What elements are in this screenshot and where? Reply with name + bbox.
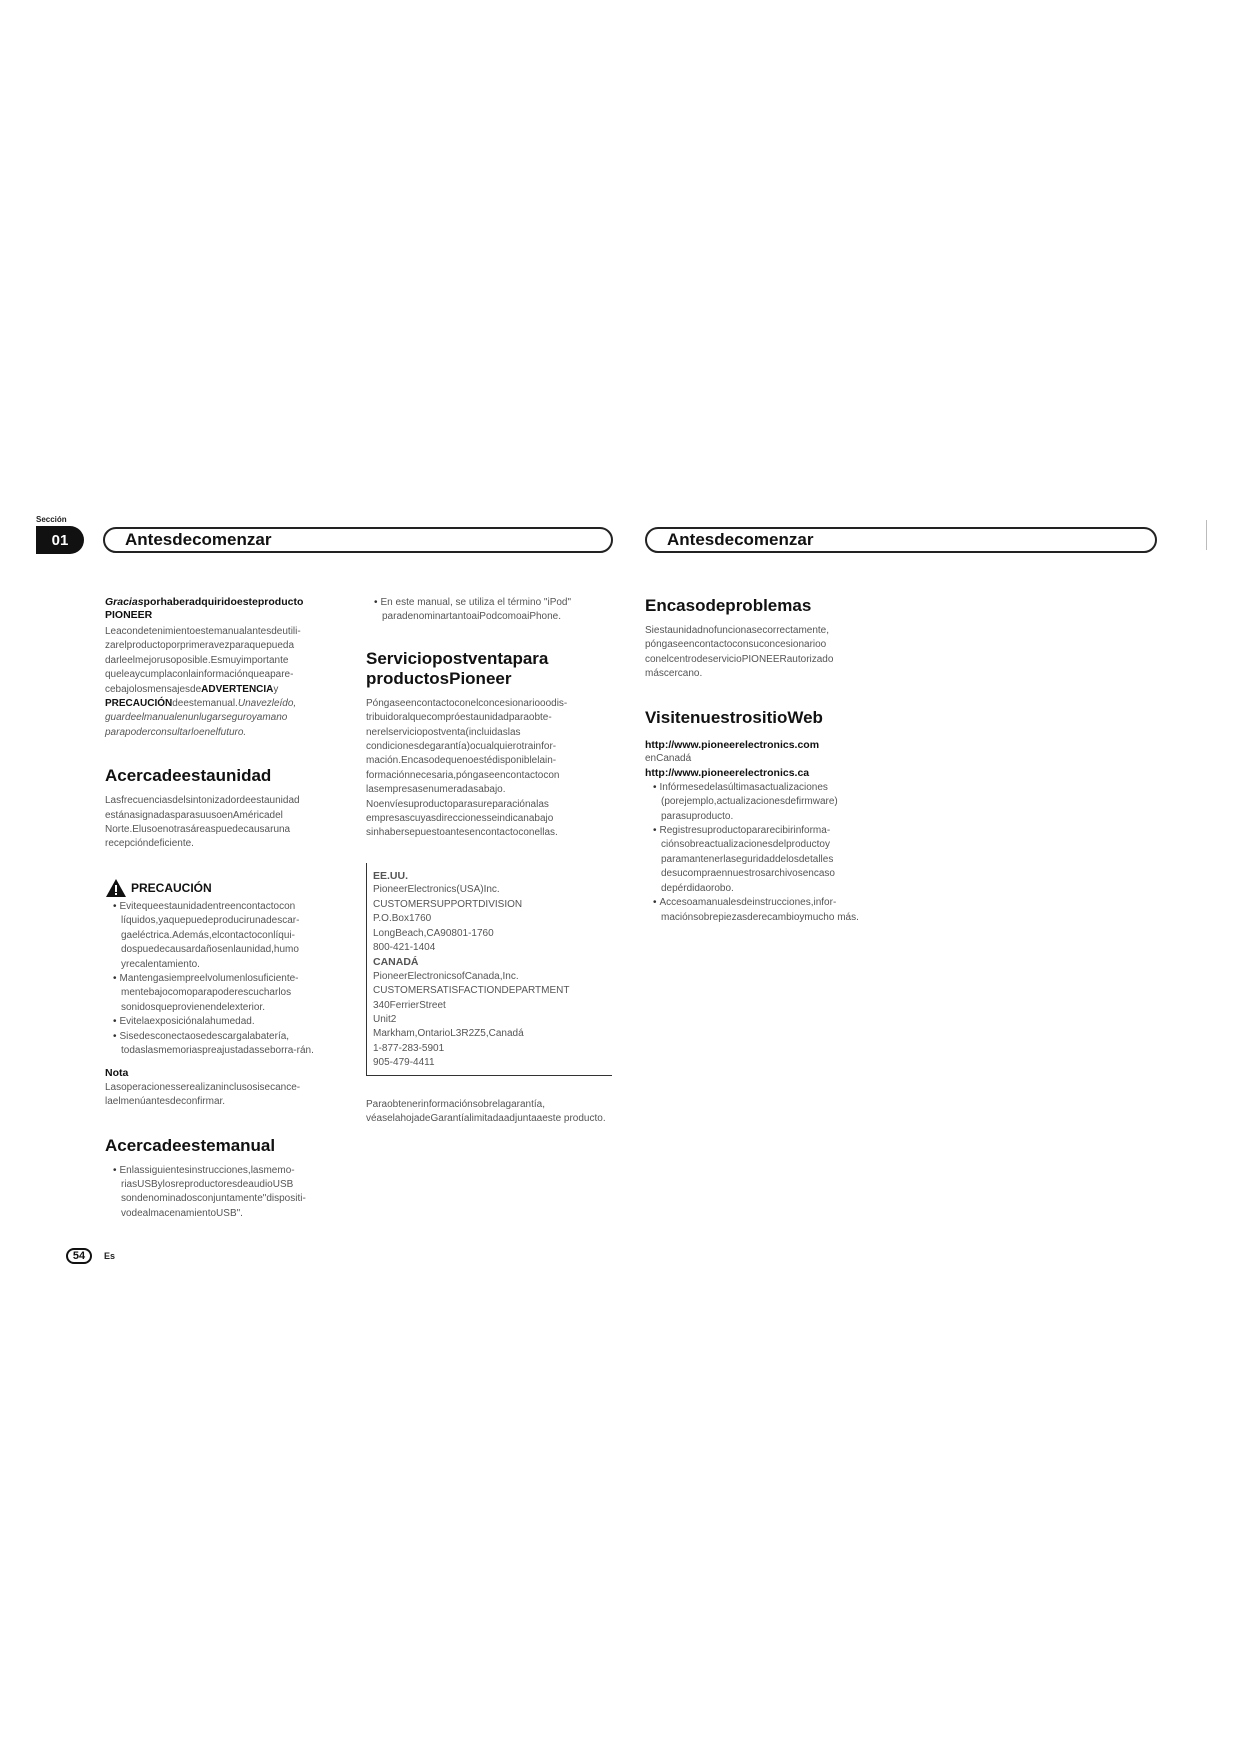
usa-line: PioneerElectronics(USA)Inc. [373, 884, 500, 896]
usa-label: EE.UU. [373, 869, 409, 882]
intro-paragraph: Leacondetenimientoestemanualantesdeutili-zarelproductoporprimeravezparaquepueda darleelmejorusoposible.Esmuyimportante queleaycumplaconlainformaciónqueapare-cebajolosmensajesdeADVERTENCIAy PRECAUCIÓNdeestemanual.Unavezleído, guardeelmanualenunlugarseguroyamano parapoderconsultarloenelfuturo. [105, 626, 301, 738]
website-link-us[interactable]: http://www.pioneerelectronics.com [645, 738, 820, 751]
header-bar-right [645, 527, 1157, 553]
canada-line: 340FerrierStreet [373, 999, 446, 1011]
canada-line: Markham,OntarioL3R2Z5,Canadá [373, 1028, 524, 1040]
heading-about-unit: Acercadeestaunidad [105, 766, 272, 786]
canada-line: 905-479-4411 [373, 1057, 435, 1069]
usa-line: CUSTOMERSUPPORTDIVISION [373, 898, 523, 910]
website-canada-label: enCanadá [645, 753, 692, 765]
list-item: • En este manual, se utiliza el término "iPod" paradenominartantoaiPodcomoaiPhone. [366, 596, 612, 625]
caution-list [105, 900, 337, 1058]
usa-line: P.O.Box1760 [373, 913, 432, 925]
page-edge-divider [1206, 520, 1207, 550]
warranty-text: Paraobtenerinformaciónsobrelagarantía, véaselahojadeGarantíalimitadaadjuntaaeste producto. [366, 1098, 606, 1124]
caution-heading [105, 878, 337, 898]
caution-label: PRECAUCIÓN [131, 880, 212, 895]
manual-list [105, 1164, 337, 1222]
header-title-right: Antesdecomenzar [667, 530, 814, 549]
section-label: Sección [36, 515, 67, 524]
heading-service: Serviciopostventapara productosPioneer [366, 648, 549, 688]
note-text: Lasoperacionesserealizaninclusosisecance-laelmenúantesdeconfirmar. [105, 1081, 301, 1108]
page-number-badge: 54 [66, 1248, 92, 1264]
language-code: Es [104, 1251, 116, 1261]
header-title-left: Antesdecomenzar [125, 530, 272, 549]
warning-triangle-icon [105, 878, 127, 898]
list-item: • Evitequeestaunidadentreencontactocon líquidos,yaquepuedeproducirunadescar-gaeléctrica.Además,elcontactoconlíqui-dospuedecausardañosenlaunidad,humo yrecalentamiento. [105, 900, 337, 972]
list-item: • Mantengasiempreelvolumenlosuficiente-mentebajocomoparapoderescucharlos sonidosqueprovienendelexterior. [105, 972, 337, 1015]
section-number-badge: 01 [36, 526, 84, 554]
website-link-canada[interactable]: http://www.pioneerelectronics.ca [645, 767, 810, 780]
address-box [366, 863, 612, 1076]
column-3 [645, 596, 875, 925]
list-item: • Evitelaexposiciónalahumedad. [105, 1015, 337, 1029]
canada-label: CANADÁ [373, 956, 419, 969]
intro-title: Graciasporhaberadquiridoesteproducto PIONEER [105, 596, 304, 621]
list-item: • Sisedesconectaosedescargalabatería, todaslasmemoriaspreajustadasseborra-rán. [105, 1030, 337, 1059]
service-text: Póngaseencontactoconelconcesionariooodis-tribuidoralquecompróestaunidadparaobte-nerelserviciopostventa(incluidaslas condicionesdegarantía)ocualquierotrainfor-mación.Encasodequenoestédisponiblelain-formaciónnecesaria,póngaseencontactocon lasempresasenumeradasabajo. Noenvíesuproductoparasureparaciónalas empresascuyasdireccionesseindicanabajo sinhabersepuestoantesencontactoconellas. [366, 697, 568, 839]
usa-line: 800-421-1404 [373, 941, 436, 953]
column-2 [366, 596, 612, 1126]
list-item: • Registresuproductopararecibirinforma-ciónsobreactualizacionesdelproductoy paramantenerlaseguridaddelosdetalles desucompraennuestrosarchivosencaso depérdidaorobo. [645, 824, 875, 896]
heading-about-manual: Acercadeestemanual [105, 1135, 276, 1155]
list-item: • Accesoamanualesdeinstrucciones,infor-maciónsobrepiezasderecambioymucho más. [645, 896, 875, 925]
heading-problems: Encasodeproblemas [645, 596, 812, 615]
column-1 [105, 596, 337, 1221]
canada-line: 1-877-283-5901 [373, 1042, 445, 1054]
website-list [645, 781, 875, 925]
heading-website: VisitenuestrositioWeb [645, 707, 823, 727]
canada-line: CUSTOMERSATISFACTIONDEPARTMENT [373, 985, 570, 997]
list-item: • Enlassiguientesinstrucciones,lasmemo-riasUSBylosreproductoresdeaudioUSB sondenominadosconjuntamente"dispositi-vodealmacenamientoUSB". [105, 1164, 337, 1222]
canada-line: Unit2 [373, 1013, 397, 1025]
about-unit-text: Lasfrecuenciasdelsintonizadordeestaunidad estánasignadasparasuusoenAméricadel Norte.Elusoenotrasáreaspuedecausaruna recepcióndeficiente. [105, 795, 300, 850]
ipod-list [366, 596, 612, 625]
list-item: • Infórmesedelasúltimasactualizaciones (porejemplo,actualizacionesdefirmware) parasuproducto. [645, 781, 875, 824]
header-bar-left [103, 527, 613, 553]
canada-line: PioneerElectronicsofCanada,Inc. [373, 970, 519, 982]
problems-text: Siestaunidadnofuncionasecorrectamente, póngaseencontactoconsuconcesionarioo conelcentrodeservicioPIONEERautorizado máscercano. [645, 625, 834, 680]
usa-line: LongBeach,CA90801-1760 [373, 927, 494, 939]
note-label: Nota [105, 1067, 129, 1080]
